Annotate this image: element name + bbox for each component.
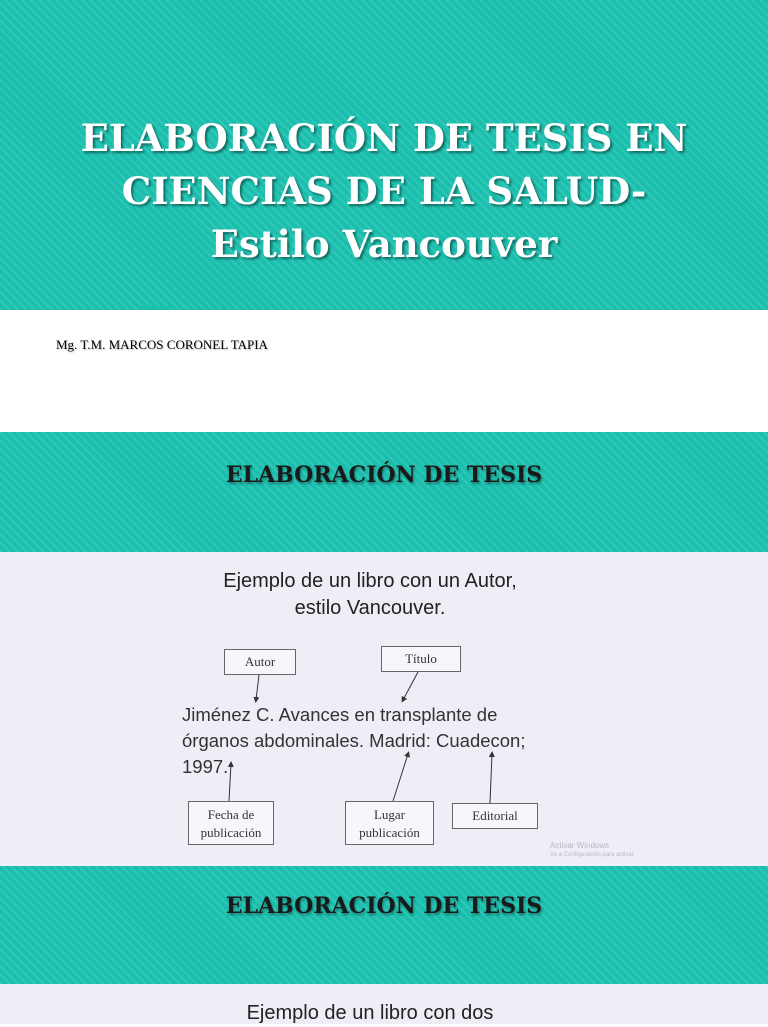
presentation-title — [30, 112, 738, 271]
label-box-titulo: Título — [381, 646, 461, 672]
citation-line-1: Jiménez C. Avances en transplante de — [182, 704, 498, 725]
windows-activation-watermark — [550, 841, 634, 859]
label-box-fecha — [188, 801, 274, 845]
title-line-1: ELABORACIÓN DE TESIS EN — [80, 116, 688, 160]
citation-line-3: 1997. — [182, 756, 229, 777]
example-heading-line-2: estilo Vancouver. — [294, 597, 446, 619]
slide3-header-band — [0, 866, 768, 984]
title-line-2: CIENCIAS DE LA SALUD- — [121, 169, 647, 213]
lugar-line-2: publicación — [359, 825, 420, 840]
arrow-titulo — [403, 672, 418, 700]
slide2-title: ELABORACIÓN DE TESIS — [225, 462, 543, 488]
watermark-line-1: Activar Windows — [550, 841, 610, 850]
example-heading-line-1: Ejemplo de un libro con un Autor, — [223, 570, 517, 592]
citation-example — [182, 702, 582, 780]
label-box-autor: Autor — [224, 649, 296, 675]
slide2-header-band — [0, 432, 768, 552]
citation-line-2: órganos abdominales. Madrid: Cuadecon; — [182, 730, 526, 751]
title-line-3: Estilo Vancouver — [210, 222, 558, 266]
watermark-line-2: Ve a Configuración para activar — [550, 852, 634, 858]
label-box-lugar — [345, 801, 434, 845]
fecha-line-1: Fecha de — [207, 807, 255, 822]
title-slide-body — [0, 310, 768, 432]
slide3-title: ELABORACIÓN DE TESIS — [225, 893, 543, 919]
lugar-line-1: Lugar — [373, 807, 406, 822]
slide3-example-heading: Ejemplo de un libro con dos — [246, 1002, 494, 1024]
arrow-autor — [256, 675, 259, 700]
fecha-line-2: publicación — [200, 825, 262, 840]
author-name: Mg. T.M. MARCOS CORONEL TAPIA — [56, 337, 268, 352]
label-box-editorial: Editorial — [452, 803, 538, 829]
